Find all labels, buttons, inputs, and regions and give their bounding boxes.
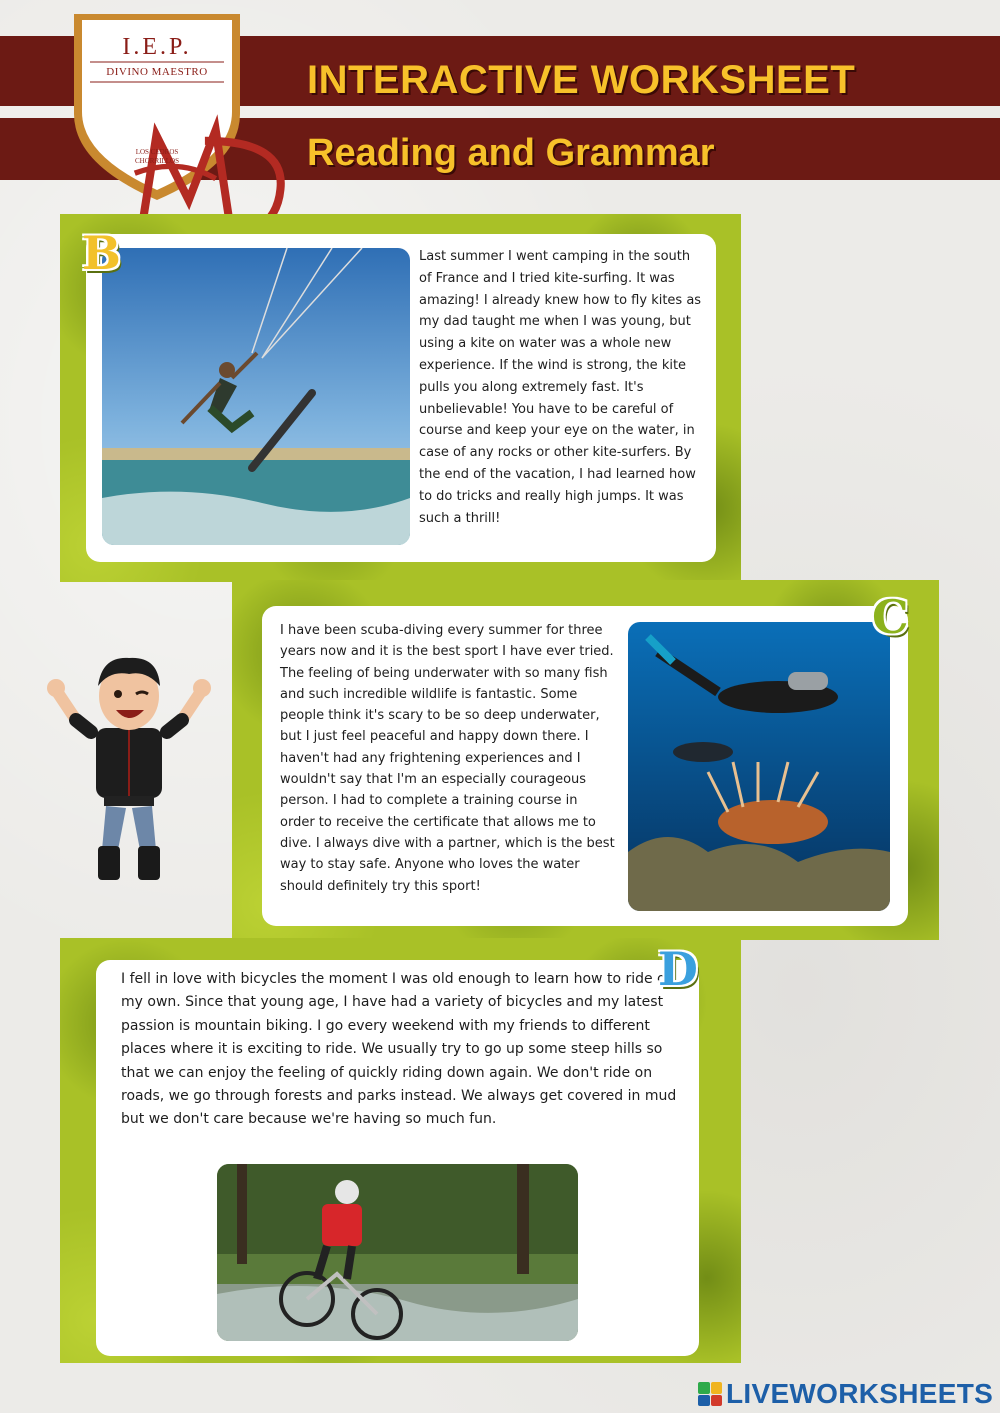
liveworksheets-brand: [698, 1378, 993, 1410]
liveworksheets-logo-icon: [698, 1382, 722, 1406]
section-b-text: Last summer I went camping in the south of France and I tried kite-surfing. It was amazing! I already knew how to fly kites as my dad taught me when I was young, but using a kite on water was a whole new experience. If the wind is strong, the kite pulls you along extremely fast. It's unbelievable! You have to be careful of course and keep your eye on the water, in case of any rocks or other kite-surfers. By the end of the vacation, I had learned how to do tricks and really high jumps. It was such a thrill!: [419, 249, 702, 526]
logo-name: I.E.P.: [122, 34, 192, 60]
section-c-letter: C: [872, 590, 909, 644]
avatar: [46, 650, 212, 886]
logo-location-line2: CHORRILLOS: [135, 157, 179, 165]
page-title: INTERACTIVE WORKSHEET: [307, 58, 856, 102]
logo-location-line1: LOS CEDROS: [135, 148, 179, 156]
logo-location: [68, 148, 246, 166]
section-d-text: I fell in love with bicycles the moment I was old enough to learn how to ride on my own. Since that young age, I have had a variety of bicycles and my latest passion is mountain biking. I go every weekend with my friends to different places where it is exciting to ride. We usually try to go up some steep hills so that we can enjoy the feeling of quickly riding down again. We don't ride on roads, we go through forests and parks instead. We always get covered in mud but we don't care because we're having so much fun.: [121, 971, 677, 1128]
section-c-text: I have been scuba-diving every summer for three years now and it is the best sport I have ever tried. The feeling of being underwater with so many fish and such incredible wildlife is fantastic. Some people think it's scary to be so deep underwater, but I just feel peaceful and happy down there. I haven't had any frightening experiences and I wouldn't say that I'm an especially courageous person. I had to complete a training course in order to receive the certificate that allows me to dive. I always dive with a partner, which is the best way to stay safe. Anyone who loves the water should definitely try this sport!: [280, 623, 615, 894]
cartoon-avatar-icon: [46, 650, 212, 886]
section-b-letter: B: [82, 226, 121, 280]
brand-name: LIVEWORKSHEETS: [726, 1378, 994, 1409]
school-logo: [68, 4, 246, 204]
kite-surfer-photo: [102, 248, 410, 545]
page-subtitle: Reading and Grammar: [307, 132, 715, 174]
mountain-biker-photo: [217, 1164, 578, 1341]
section-d-letter: D: [658, 942, 698, 996]
scuba-diver-photo: [628, 622, 890, 911]
logo-school: DIVINO MAESTRO: [106, 66, 208, 78]
